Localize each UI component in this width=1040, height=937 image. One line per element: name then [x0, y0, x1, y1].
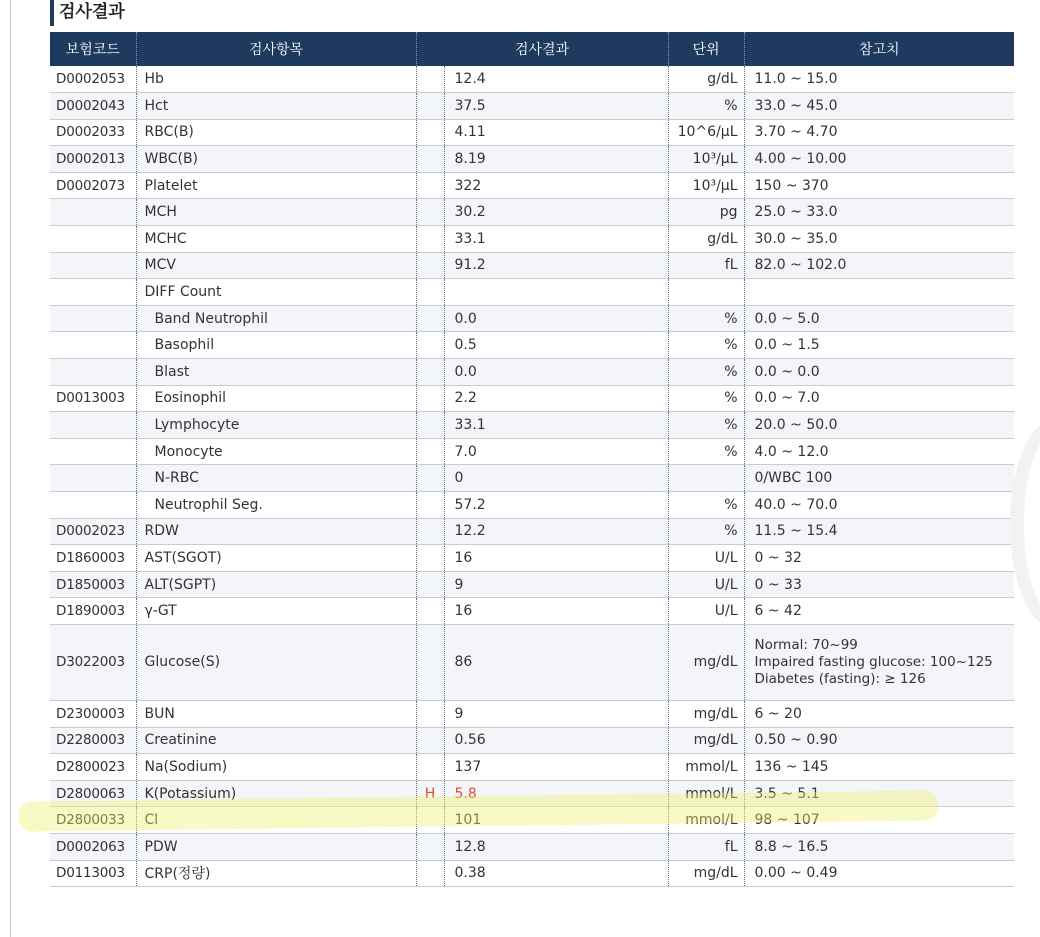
row-item: BUN	[136, 700, 416, 727]
row-unit: %	[668, 492, 744, 519]
row-code: D0113003	[50, 860, 136, 887]
row-item: MCV	[136, 252, 416, 279]
row-value: 137	[444, 754, 668, 781]
table-row	[50, 93, 1014, 120]
row-code: D2280003	[50, 727, 136, 754]
row-flag	[416, 359, 444, 386]
row-unit: fL	[668, 833, 744, 860]
row-reference: 8.8 ~ 16.5	[744, 833, 1014, 860]
table-row	[50, 305, 1014, 332]
row-code	[50, 438, 136, 465]
row-flag	[416, 833, 444, 860]
row-reference: 11.5 ~ 15.4	[744, 518, 1014, 545]
row-item: Basophil	[136, 332, 416, 359]
row-unit: 10³/μL	[668, 172, 744, 199]
row-value: 9	[444, 700, 668, 727]
row-flag	[416, 465, 444, 492]
row-value: 12.2	[444, 518, 668, 545]
row-value: 30.2	[444, 199, 668, 226]
row-reference: 30.0 ~ 35.0	[744, 226, 1014, 253]
table-row	[50, 146, 1014, 173]
row-reference: 0.0 ~ 5.0	[744, 305, 1014, 332]
row-flag	[416, 624, 444, 700]
row-value: 0.56	[444, 727, 668, 754]
row-value: 2.2	[444, 385, 668, 412]
row-value: 4.11	[444, 119, 668, 146]
row-flag	[416, 807, 444, 834]
row-item: N-RBC	[136, 465, 416, 492]
row-unit: mg/dL	[668, 700, 744, 727]
row-reference: 6 ~ 42	[744, 598, 1014, 625]
row-item: Lymphocyte	[136, 412, 416, 439]
table-row	[50, 571, 1014, 598]
row-reference: 11.0 ~ 15.0	[744, 66, 1014, 93]
row-reference: 0.0 ~ 0.0	[744, 359, 1014, 386]
row-item: Blast	[136, 359, 416, 386]
table-row	[50, 412, 1014, 439]
row-value	[444, 279, 668, 306]
row-flag	[416, 598, 444, 625]
row-unit: mmol/L	[668, 807, 744, 834]
row-flag: H	[416, 780, 444, 807]
row-code: D2800023	[50, 754, 136, 781]
row-value: 9	[444, 571, 668, 598]
row-unit: %	[668, 438, 744, 465]
row-unit	[668, 465, 744, 492]
row-reference: Normal: 70~99 Impaired fasting glucose: 100~125 Diabetes (fasting): ≥ 126	[744, 624, 1014, 700]
row-code	[50, 279, 136, 306]
row-item: K(Potassium)	[136, 780, 416, 807]
row-code	[50, 492, 136, 519]
row-flag	[416, 279, 444, 306]
table-row	[50, 780, 1014, 807]
page-left-border	[10, 0, 11, 937]
row-reference: 82.0 ~ 102.0	[744, 252, 1014, 279]
row-reference: 136 ~ 145	[744, 754, 1014, 781]
row-flag	[416, 66, 444, 93]
row-code: D0002073	[50, 172, 136, 199]
row-item: MCHC	[136, 226, 416, 253]
row-value: 86	[444, 624, 668, 700]
row-flag	[416, 754, 444, 781]
table-row	[50, 66, 1014, 93]
row-item: CRP(정량)	[136, 860, 416, 887]
table-row	[50, 624, 1014, 700]
row-code: D0002013	[50, 146, 136, 173]
row-reference: 3.70 ~ 4.70	[744, 119, 1014, 146]
table-row	[50, 172, 1014, 199]
row-code	[50, 199, 136, 226]
row-item: Creatinine	[136, 727, 416, 754]
row-unit: mg/dL	[668, 624, 744, 700]
results-body	[50, 66, 1014, 887]
row-unit: g/dL	[668, 66, 744, 93]
row-unit: %	[668, 359, 744, 386]
row-value: 16	[444, 598, 668, 625]
row-flag	[416, 545, 444, 572]
row-item: RDW	[136, 518, 416, 545]
row-reference: 98 ~ 107	[744, 807, 1014, 834]
row-flag	[416, 571, 444, 598]
row-value: 0	[444, 465, 668, 492]
table-row	[50, 199, 1014, 226]
row-reference: 6 ~ 20	[744, 700, 1014, 727]
row-value: 0.0	[444, 359, 668, 386]
row-value: 33.1	[444, 226, 668, 253]
row-flag	[416, 412, 444, 439]
row-item: AST(SGOT)	[136, 545, 416, 572]
row-unit: 10^6/μL	[668, 119, 744, 146]
row-flag	[416, 727, 444, 754]
table-row	[50, 860, 1014, 887]
row-unit: mg/dL	[668, 727, 744, 754]
row-flag	[416, 860, 444, 887]
header-code: 보험코드	[50, 32, 136, 66]
row-reference: 40.0 ~ 70.0	[744, 492, 1014, 519]
row-reference: 3.5 ~ 5.1	[744, 780, 1014, 807]
row-item: Platelet	[136, 172, 416, 199]
row-reference: 0.50 ~ 0.90	[744, 727, 1014, 754]
row-item: Cl	[136, 807, 416, 834]
row-unit: mg/dL	[668, 860, 744, 887]
row-unit: g/dL	[668, 226, 744, 253]
row-code: D2300003	[50, 700, 136, 727]
row-item: WBC(B)	[136, 146, 416, 173]
row-item: RBC(B)	[136, 119, 416, 146]
row-unit: %	[668, 305, 744, 332]
row-value: 7.0	[444, 438, 668, 465]
header-result: 검사결과	[416, 32, 668, 66]
row-value: 16	[444, 545, 668, 572]
row-value: 8.19	[444, 146, 668, 173]
row-flag	[416, 700, 444, 727]
table-row	[50, 518, 1014, 545]
row-value: 57.2	[444, 492, 668, 519]
row-flag	[416, 385, 444, 412]
table-row	[50, 385, 1014, 412]
row-item: Glucose(S)	[136, 624, 416, 700]
row-item: Hct	[136, 93, 416, 120]
row-value: 101	[444, 807, 668, 834]
row-item: Band Neutrophil	[136, 305, 416, 332]
row-reference: 25.0 ~ 33.0	[744, 199, 1014, 226]
row-item: Na(Sodium)	[136, 754, 416, 781]
table-row	[50, 438, 1014, 465]
table-row	[50, 119, 1014, 146]
table-row	[50, 465, 1014, 492]
row-unit: U/L	[668, 545, 744, 572]
row-value: 0.38	[444, 860, 668, 887]
row-value: 37.5	[444, 93, 668, 120]
row-code: D0002063	[50, 833, 136, 860]
row-unit: mmol/L	[668, 780, 744, 807]
row-reference	[744, 279, 1014, 306]
row-reference: 0.0 ~ 1.5	[744, 332, 1014, 359]
row-flag	[416, 438, 444, 465]
row-item: γ-GT	[136, 598, 416, 625]
row-reference: 0 ~ 32	[744, 545, 1014, 572]
row-code: D1850003	[50, 571, 136, 598]
row-code: D2800063	[50, 780, 136, 807]
row-flag	[416, 305, 444, 332]
row-flag	[416, 518, 444, 545]
row-item: Eosinophil	[136, 385, 416, 412]
table-row	[50, 359, 1014, 386]
row-flag	[416, 172, 444, 199]
table-row	[50, 598, 1014, 625]
row-value: 33.1	[444, 412, 668, 439]
row-unit: %	[668, 518, 744, 545]
table-row	[50, 833, 1014, 860]
table-row	[50, 727, 1014, 754]
row-code: D0013003	[50, 385, 136, 412]
row-code: D0002023	[50, 518, 136, 545]
row-reference: 150 ~ 370	[744, 172, 1014, 199]
row-code: D1890003	[50, 598, 136, 625]
row-code: D2800033	[50, 807, 136, 834]
row-value: 5.8	[444, 780, 668, 807]
row-code: D3022003	[50, 624, 136, 700]
row-item: DIFF Count	[136, 279, 416, 306]
row-item: Hb	[136, 66, 416, 93]
row-code: D0002033	[50, 119, 136, 146]
lab-results-table	[50, 32, 1014, 887]
row-flag	[416, 226, 444, 253]
row-value: 0.5	[444, 332, 668, 359]
header-reference: 참고치	[744, 32, 1014, 66]
row-unit: %	[668, 412, 744, 439]
row-value: 0.0	[444, 305, 668, 332]
row-item: PDW	[136, 833, 416, 860]
row-code: D0002053	[50, 66, 136, 93]
header-row	[50, 32, 1014, 66]
row-unit: U/L	[668, 571, 744, 598]
row-code: D1860003	[50, 545, 136, 572]
table-row	[50, 332, 1014, 359]
section-title: 검사결과	[50, 0, 125, 26]
row-unit: U/L	[668, 598, 744, 625]
table-row	[50, 545, 1014, 572]
row-unit: %	[668, 93, 744, 120]
row-unit: %	[668, 332, 744, 359]
row-value: 91.2	[444, 252, 668, 279]
row-item: Neutrophil Seg.	[136, 492, 416, 519]
table-row	[50, 279, 1014, 306]
row-reference: 0 ~ 33	[744, 571, 1014, 598]
row-code	[50, 332, 136, 359]
row-unit: fL	[668, 252, 744, 279]
table-row	[50, 492, 1014, 519]
header-item: 검사항목	[136, 32, 416, 66]
row-reference: 4.00 ~ 10.00	[744, 146, 1014, 173]
row-value: 322	[444, 172, 668, 199]
header-unit: 단위	[668, 32, 744, 66]
row-flag	[416, 332, 444, 359]
row-code	[50, 226, 136, 253]
table-row	[50, 700, 1014, 727]
table-row	[50, 226, 1014, 253]
row-flag	[416, 119, 444, 146]
row-unit	[668, 279, 744, 306]
row-reference: 20.0 ~ 50.0	[744, 412, 1014, 439]
row-flag	[416, 146, 444, 173]
row-unit: mmol/L	[668, 754, 744, 781]
row-flag	[416, 492, 444, 519]
row-flag	[416, 93, 444, 120]
row-reference: 0/WBC 100	[744, 465, 1014, 492]
row-value: 12.4	[444, 66, 668, 93]
row-item: MCH	[136, 199, 416, 226]
table-row	[50, 754, 1014, 781]
row-code	[50, 412, 136, 439]
table-row	[50, 807, 1014, 834]
row-reference: 0.0 ~ 7.0	[744, 385, 1014, 412]
row-code	[50, 252, 136, 279]
row-reference: 33.0 ~ 45.0	[744, 93, 1014, 120]
row-unit: 10³/μL	[668, 146, 744, 173]
row-flag	[416, 199, 444, 226]
row-unit: pg	[668, 199, 744, 226]
row-reference: 4.0 ~ 12.0	[744, 438, 1014, 465]
row-flag	[416, 252, 444, 279]
table-row	[50, 252, 1014, 279]
row-value: 12.8	[444, 833, 668, 860]
row-item: Monocyte	[136, 438, 416, 465]
row-code	[50, 465, 136, 492]
row-code	[50, 359, 136, 386]
row-code	[50, 305, 136, 332]
row-code: D0002043	[50, 93, 136, 120]
row-unit: %	[668, 385, 744, 412]
row-reference: 0.00 ~ 0.49	[744, 860, 1014, 887]
row-item: ALT(SGPT)	[136, 571, 416, 598]
watermark	[1010, 420, 1040, 628]
